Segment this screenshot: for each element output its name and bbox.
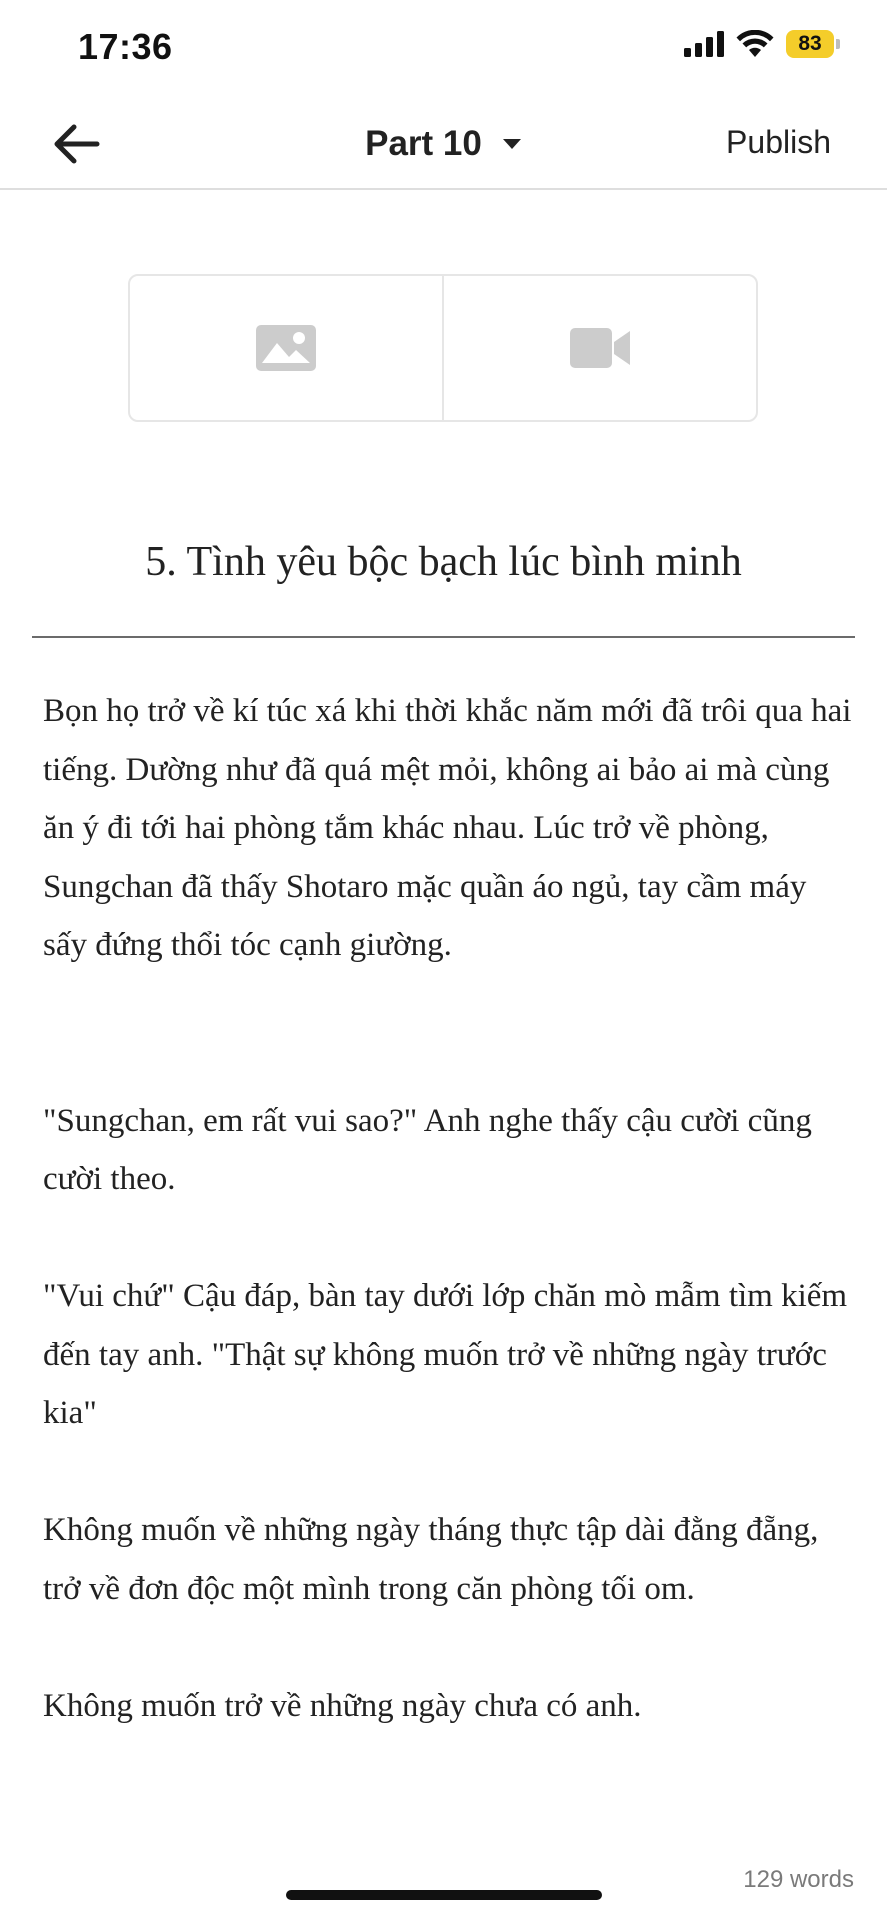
paragraph: Bọn họ trở về kí túc xá khi thời khắc năm mới đã trôi qua hai tiếng. Dường như đã quá mệt mỏi, không ai bảo ai mà cùng ăn ý đi tới hai phòng tắm khác nhau. Lúc trở về phòng, Sungchan đã thấy Shotaro mặc quần áo ngủ, tay cầm máy sấy đứng thổi tóc cạnh giường. — [43, 693, 852, 963]
caret-down-icon — [502, 138, 522, 150]
title-divider — [32, 636, 855, 638]
paragraph: "Vui chứ" Cậu đáp, bàn tay dưới lớp chăn mò mẫm tìm kiếm đến tay anh. "Thật sự không muốn trở về những ngày trước kia" — [43, 1278, 848, 1431]
battery-icon — [786, 30, 842, 58]
media-picker — [128, 274, 758, 422]
part-title: Part 10 — [365, 124, 482, 163]
status-time: 17:36 — [78, 26, 173, 67]
home-indicator[interactable] — [286, 1890, 602, 1900]
paragraph: "Sungchan, em rất vui sao?" Anh nghe thấy cậu cười cũng cười theo. — [43, 1102, 812, 1197]
image-icon — [256, 325, 316, 371]
battery-level: 83 — [786, 30, 834, 58]
add-video-button[interactable] — [442, 276, 756, 420]
status-bar — [0, 0, 887, 100]
add-image-button[interactable] — [130, 276, 442, 420]
chapter-title[interactable]: 5. Tình yêu bộc bạch lúc bình minh — [145, 539, 742, 585]
wifi-icon — [736, 30, 774, 58]
story-body-editor[interactable] — [43, 682, 853, 1735]
paragraph: Không muốn trở về những ngày chưa có anh. — [43, 1687, 642, 1724]
signal-icon — [684, 31, 724, 57]
word-count: 129 words — [743, 1866, 854, 1893]
status-icons — [684, 30, 842, 58]
editor-header — [0, 100, 887, 190]
paragraph: Không muốn về những ngày tháng thực tập dài đằng đẵng, trở về đơn độc một mình trong căn phòng tối om. — [43, 1512, 819, 1607]
back-button[interactable] — [40, 118, 112, 170]
video-camera-icon — [570, 328, 630, 368]
back-arrow-icon — [52, 123, 100, 165]
publish-button[interactable]: Publish — [726, 124, 831, 160]
part-selector[interactable] — [314, 120, 574, 168]
